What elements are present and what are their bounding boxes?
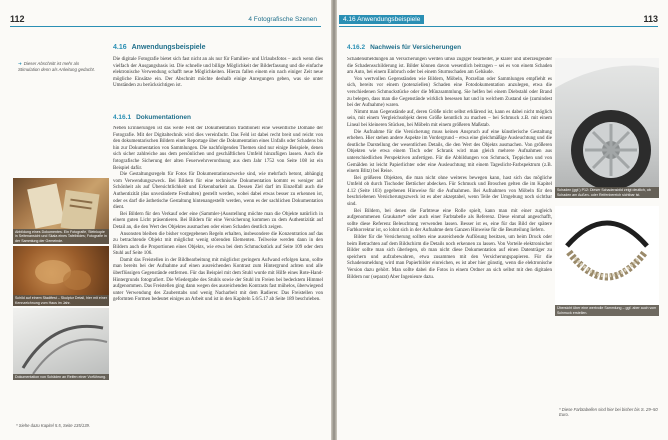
left-footnote: * Siehe dazu Kapitel 5.5, Seite 135/139.: [16, 423, 91, 428]
right-chapter-label: 4.16 Anwendungsbeispiele: [339, 15, 424, 24]
section-heading: 4.16 Anwendungsbeispiele: [113, 44, 206, 51]
right-page: [337, 0, 668, 440]
subsection-heading-versicherungen: 4.16.2 Nachweis für Versicherungen: [347, 44, 462, 51]
intro-paragraph: Die digitale Fotografie bietet sich fast nicht an als nur für Familien- und Urlaubsfotos – auch wenn dies vielfach der Ausgangsbasis ist. Die schnelle und billige Möglichkeit der Bilderfassung und die einfache elektronische Verwendung schafft neue Möglichkeiten. Hierzu fallen einem ein nach einiger Zeit neue mögliche Einsätze ein. Der Abschnitt möchte deshalb einige Anregungen geben, was sie unter Umständen zu berücksichtigen ist.: [113, 57, 323, 89]
arrow-right-icon: ➜: [18, 61, 22, 66]
margin-note: ➜ Dieser Abschnitt ist mehr als Stimulation denn als Anleitung gedacht.: [18, 61, 95, 72]
left-page-number: 112: [10, 14, 25, 24]
right-page-header: [337, 14, 668, 26]
car-wheel-photo-art: [555, 58, 659, 198]
necklace-photo: [555, 206, 659, 316]
right-header-rule: [339, 26, 658, 27]
document-photo: [13, 178, 109, 244]
dokumentation-body: Neben Erinnerungen ist das weite Feld der Dokumentation traditionell eine wesentliche Domäne der Fotografie. Mit der Digitaltechnik wird dies vereinfacht. Das Feld ist dabei recht breit und reicht von den dokumentarischen Bildern einer Reportage über die Dokumentation eines Unfalls oder Schadens bis hin zur Dokumentation von Sammlungen. Die nachfolgenden Themen sind nur einige Beispiele, denen sich sicher zahlreiche aus dem persönlichen und geschäftlichen Umfeld hinzufügen lassen. Auch die fotografische Sicherung der alten Feuerwehrverordnung aus dem Jahr 1752 von Seite 108 ist ein Beispiel dafür. Die Gestaltungsregeln für Fotos für Dokumentationszwecke sind, wie mehrfach betont, abhängig vom Verwendungszweck. Bei Bildern für eine technische Dokumentation kommt es weniger auf Schönheit als auf Übersichtlichkeit und Erkennbarkeit an. Dessen Ziel darf im Einzelfall auch die Authentizität (das unveränderte Festhalten) gestellt werden, wobei dabei etwas besser zu erkennen ist, oder es darf die ästhetische Gestaltung hintenangestellt werden, wenn es der sachlichen Dokumentation dient. Bei Bildern für den Verkauf oder eine (Sammler-)Ausstellung möchte man die Objekte natürlich in einem guten Licht präsentieren. Bei Bildern für eine Versicherung kommen zu dem Authentizität auf Detail an, die den Wert des Objektes ausmachen oder einen Schaden deutlich zeigen. Ansonsten bleiben die bisher vorgegebenen Regeln erhalten, insbesondere die Konzentration auf das zu betrachtende Objekt mit möglichst wenig störenden Elementen. Teilweise werden dann in den Bildern auch die Proportionen eines Objekts, wie etwa bei dem Schmuckstück auf Seite 109 oder dem Stuhl auf Seite 106. Damit das Freistellen in der Bildbearbeitung mit möglichst geringem Aufwand erfolgen kann, sollte man bereits bei der Aufnahme auf einen ausreichenden Kontrast zum Hintergrund achten und alle überflüssigen Gegenstände entfernen. Für das Beispiel mit dem Stuhl wurde mit Hilfe eines Rote-Hand-Hintergrunds fotografiert. Die Wiedergabe des Stuhls sowie der Stuhl im Freien bei bedecktem Himmel aufgenommen. Das Freistellen ging dann wegen des ausreichenden Kontrasts fast mühelos, überwiegend unter Verwendung des Zauberstabs und wenig Nacharbeit mit dem Radierer. Das Freistellen von geformten Formen bedeutet einiges an Arbeit und ist in den Kapiteln 5.6/5.17 ab Seite 189 beschrieben.: [113, 126, 323, 303]
subsection-heading-dokumentationen: 4.16.1 Dokumentationen: [113, 114, 191, 121]
left-page: [0, 0, 331, 440]
car-wheel-photo-caption: Schaden (ggf.) P12: Dieser Schadensbild zeigt deutlich, ob Schaden am Außen- oder Reifenbereich sichtbar ist.: [555, 187, 659, 198]
necklace-photo-art: [555, 206, 659, 316]
left-header-rule: [10, 26, 321, 27]
necklace-photo-caption: Übersicht über eine wertvolle Sammlung – ggf. aber auch vom Schmuck erstellen.: [555, 305, 659, 316]
versicherung-body: Schadensmeldungen an Versicherungen werden umso zügiger bearbeitet, je klarer und überzeugender die Schadensschilderung ist. Bilder können davon wesentlich beitragen – sei es von einem Schaden am Auto, bei einem Einbruch oder bei einem Sturmschaden am Gebäude. Von wertvollen Gegenständen wie Bildern, Möbeln, Porzellan oder Sammlungen empfiehlt es sich, bereits vor einem (potenziellen) Schaden eine Fotodokumentation anzulegen, etwa die verschiedenen Schmuckstücke oder die Münzsammlung. Sie helfen bei einem Diebstahl oder Brand zu belegen, dass man die Gegenstände wirklich besessen hat und in welchem Zustand sie (zumindest bei der Aufnahme) waren. Nimmt man Gegenstände auf, deren Größe nicht selbst erklärend ist, kann es dabei nicht möglich sein, mit einem Vergleichsobjekt deren Größe kenntlich zu machen – bei Schmuck z.B. mit einem Lineal bei kleineren Stücken, bei Möbeln mit einem größeren Maßstab. Die Aufnahme für die Versicherung muss keinen Anspruch auf eine künstlerische Gestaltung erheben. Hier stehen andere Aspekte im Vordergrund – etwa eine gleichmäßige Ausleuchtung und die deutliche Darstellung der wesentlichen Details, die den Wert des Objekts ausmachen. Von größeren Objekten wie etwa einem Tisch oder Schrank wird man gleich mehrere Aufnahmen aus unterschiedlichen Perspektiven anfertigen. Für die Abbildungen von Schmuck, Teppichen und von Gemälden ist leicht Papierlichter oder eine Ausleuchtung mit einem Tageslicht-Farbspektrum (z.B. einem Blitz) bei Reise. Bei größeren Objekten, die man nicht ohne weiteres bewegen kann, hast sich das mögliche Umfeld ob durch Tischoder Bettücher abdecken. Für Schmuck und Broschen gelten die im Kapitel 4.12 (Seite 103) gegebenen Hinweise für die Aufnahmen. Bei Aufnahmen von Möbeln für den beschriebenen Versicherungszweck ist es aber akzeptabel, wenn Teile der Umgebung noch sichtbar sind. Bei Bildern, bei denen die Farbtreue eine Rolle spielt, kann man mit einer zugleich aufgenommenen Graukarte* oder auch einer Farbtabelle als Referenz. Diese einmal angeschafft, sollte diese Referenz Beleuchtung verwenden lassen. Besser ist es, eine für das Bild der spätere Farbkorrektur ist, so lohnt sich in der Aufnahme dem Ganzen Hinweise für die Beurteilung liefern. Bilder für die Versicherung sollten eine ausreichende Auflösung besitzen, um beim Druck oder beim Betrachten auf dem Bildschirm die Details noch erkennen zu lassen. Von Vorteile elektronischer Bilder sollte man sich überlegen, ob man nicht diese Dokumentation auf einen Datenträger zu speichern und aufzubewahren, etwa zusammen mit den Versicherungspapieren. Für die Schadensmeldung wird man Papierbilder einreichen, es ist aber hier günstig, wenn die elektronische Version dazu gehört. Man sollte dabei die Fotos in einem Ordner an sich selbst mit den digitalen Bildern nur (separat) Aber Ingenieure dazu.: [347, 57, 552, 280]
left-page-header: [0, 14, 331, 26]
sculpture-photo: [13, 246, 109, 306]
tire-damage-photo-caption: Dokumentation von Schäden an Reifen einer Vorführung.: [13, 374, 109, 380]
car-wheel-photo: [555, 58, 659, 198]
tire-damage-photo: [13, 308, 109, 380]
document-photo-caption: Abbildung eines Dokumentes. Ein Fotografie, Steinkopie in Seitenansicht und Skala eines Tafelbildes; Fotografie in der Sammlung der Gemeinde.: [13, 229, 109, 244]
sculpture-photo-caption: Schild auf einem Stadtfest – Skulptur Detail, hier mit einer Kennzeichnung vom Haus im Jahr.: [13, 295, 109, 306]
right-page-number: 113: [643, 14, 658, 24]
tire-damage-photo-art: [13, 308, 109, 380]
left-chapter-label: 4 Fotografische Szenen: [248, 16, 317, 23]
right-footnote: * Diese Farbtabellen sind hier bei bisher bis S. 29–50 Euro.: [559, 407, 658, 418]
